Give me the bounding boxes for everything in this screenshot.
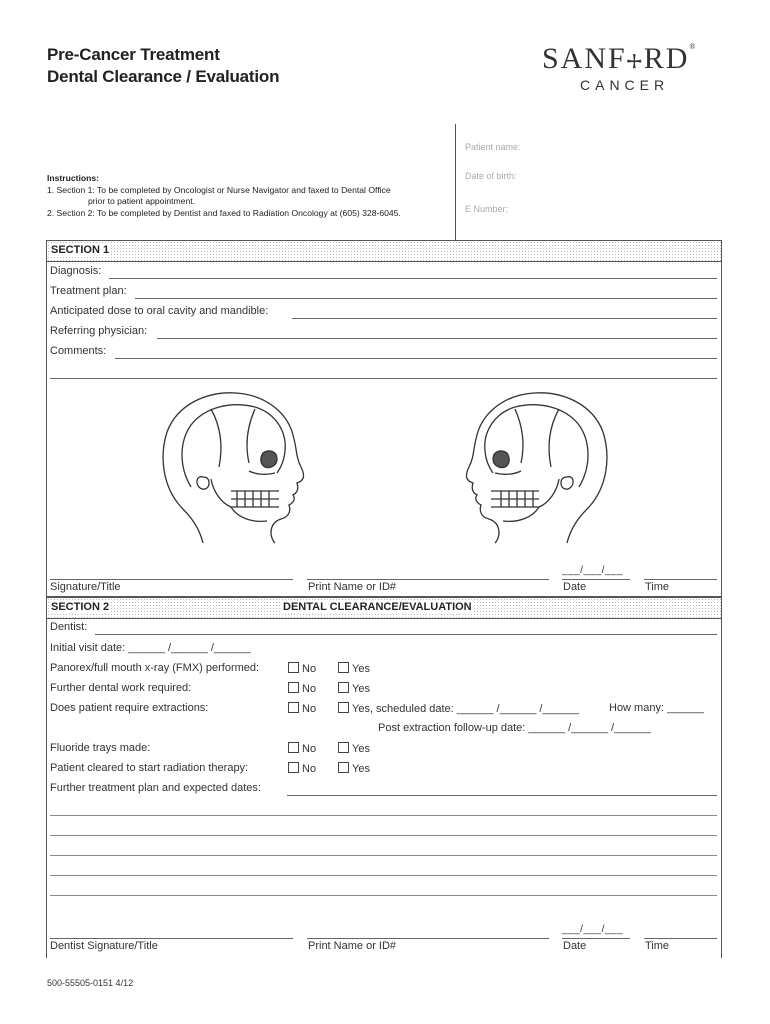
how-many-field[interactable]: How many: ______: [609, 702, 704, 714]
xray-yes-checkbox[interactable]: [338, 662, 349, 673]
title-line-1: Pre-Cancer Treatment: [47, 45, 220, 64]
xray-label: Panorex/full mouth x-ray (FMX) performed:: [50, 662, 260, 674]
section-2-date-label: Date: [563, 940, 587, 952]
section-2-subheading: DENTAL CLEARANCE/EVALUATION: [283, 601, 472, 613]
further-plan-line-3[interactable]: [50, 835, 717, 836]
section-1-header: [47, 241, 721, 262]
further-plan-field[interactable]: [287, 795, 717, 796]
xray-no-option[interactable]: No: [288, 662, 316, 675]
extractions-no-checkbox[interactable]: [288, 702, 299, 713]
instruction-2: 2. Section 2: To be completed by Dentist and faxed to Radiation Oncology at (605) 328-6045.: [47, 207, 401, 218]
cleared-label: Patient cleared to start radiation therapy:: [50, 762, 249, 774]
further-work-yes-option[interactable]: Yes: [338, 682, 370, 695]
extractions-no-option[interactable]: No: [288, 702, 316, 715]
section-2: [46, 597, 722, 958]
form-title: [47, 44, 279, 88]
comments-field-2[interactable]: [50, 378, 717, 379]
further-plan-line-2[interactable]: [50, 815, 717, 816]
head-diagram-left-profile[interactable]: [459, 387, 619, 545]
xray-no-checkbox[interactable]: [288, 662, 299, 673]
fluoride-label: Fluoride trays made:: [50, 742, 151, 754]
head-diagram-right-profile[interactable]: [151, 387, 311, 545]
referring-physician-label: Referring physician:: [50, 325, 148, 337]
cleared-no-option[interactable]: No: [288, 762, 316, 775]
section-1-print-name-label: Print Name or ID#: [308, 581, 397, 593]
section-2-time-field[interactable]: [644, 938, 717, 939]
post-extraction-date-field[interactable]: Post extraction follow-up date: ______ /______ /______: [378, 722, 651, 734]
treatment-plan-field[interactable]: [135, 298, 717, 299]
diagnosis-field[interactable]: [109, 278, 717, 279]
patient-name-field[interactable]: Patient name:: [465, 142, 521, 152]
referring-physician-field[interactable]: [157, 338, 717, 339]
e-number-field[interactable]: E Number:: [465, 204, 509, 214]
diagnosis-label: Diagnosis:: [50, 265, 102, 277]
section-1-heading: SECTION 1: [51, 244, 110, 256]
extractions-label: Does patient require extractions:: [50, 702, 209, 714]
section-1-signature-label: Signature/Title: [50, 581, 121, 593]
dentist-field[interactable]: [95, 634, 717, 635]
fluoride-no-checkbox[interactable]: [288, 742, 299, 753]
section-2-print-name-field[interactable]: [307, 938, 549, 939]
cleared-no-checkbox[interactable]: [288, 762, 299, 773]
further-work-no-option[interactable]: No: [288, 682, 316, 695]
fluoride-yes-checkbox[interactable]: [338, 742, 349, 753]
instruction-1: 1. Section 1: To be completed by Oncologist or Nurse Navigator and faxed to Dental Office: [47, 184, 391, 195]
section-2-time-label: Time: [645, 940, 670, 952]
title-line-2: Dental Clearance / Evaluation: [47, 67, 280, 86]
section-1: [46, 240, 722, 597]
further-work-label: Further dental work required:: [50, 682, 192, 694]
initial-visit-date-field[interactable]: Initial visit date: ______ /______ /______: [50, 642, 251, 654]
section-2-heading: SECTION 2: [51, 601, 110, 613]
instruction-1-cont: prior to patient appointment.: [88, 196, 196, 206]
further-plan-line-6[interactable]: [50, 895, 717, 896]
section-2-date-slashes: ___/___/___: [562, 924, 624, 935]
cleared-yes-checkbox[interactable]: [338, 762, 349, 773]
section-2-header: [47, 598, 721, 619]
comments-label: Comments:: [50, 345, 107, 357]
cancer-logo-text: CANCER: [580, 77, 670, 93]
xray-yes-option[interactable]: Yes: [338, 662, 370, 675]
section-1-signature-field[interactable]: [50, 579, 293, 580]
dentist-label: Dentist:: [50, 621, 88, 633]
dentist-signature-field[interactable]: [50, 938, 293, 939]
extractions-yes-option[interactable]: Yes, scheduled date: ______ /______ /______: [338, 702, 579, 715]
section-1-time-field[interactable]: [644, 579, 717, 580]
comments-field[interactable]: [115, 358, 717, 359]
further-plan-line-4[interactable]: [50, 855, 717, 856]
instructions: [47, 173, 401, 219]
treatment-plan-label: Treatment plan:: [50, 285, 127, 297]
further-work-no-checkbox[interactable]: [288, 682, 299, 693]
fluoride-yes-option[interactable]: Yes: [338, 742, 370, 755]
section-1-time-label: Time: [645, 581, 670, 593]
further-plan-line-5[interactable]: [50, 875, 717, 876]
further-plan-label: Further treatment plan and expected dates:: [50, 782, 261, 794]
dose-field[interactable]: [292, 318, 717, 319]
cleared-yes-option[interactable]: Yes: [338, 762, 370, 775]
extractions-yes-checkbox[interactable]: [338, 702, 349, 713]
further-work-yes-checkbox[interactable]: [338, 682, 349, 693]
fluoride-no-option[interactable]: No: [288, 742, 316, 755]
date-of-birth-field[interactable]: Date of birth:: [465, 171, 517, 181]
form-number: 500-55505-0151 4/12: [47, 978, 134, 988]
section-1-date-label: Date: [563, 581, 587, 593]
dose-label: Anticipated dose to oral cavity and mandible:: [50, 305, 269, 317]
section-1-date-slashes: ___/___/___: [562, 565, 624, 576]
section-2-date-field[interactable]: [562, 938, 630, 939]
section-1-date-field[interactable]: [562, 579, 630, 580]
section-1-print-name-field[interactable]: [307, 579, 549, 580]
section-2-print-name-label: Print Name or ID#: [308, 940, 397, 952]
sanford-logo: SANF⧾RD®: [542, 42, 696, 75]
patient-divider: [455, 124, 456, 240]
dentist-signature-label: Dentist Signature/Title: [50, 940, 158, 952]
instructions-heading: Instructions:: [47, 173, 100, 183]
